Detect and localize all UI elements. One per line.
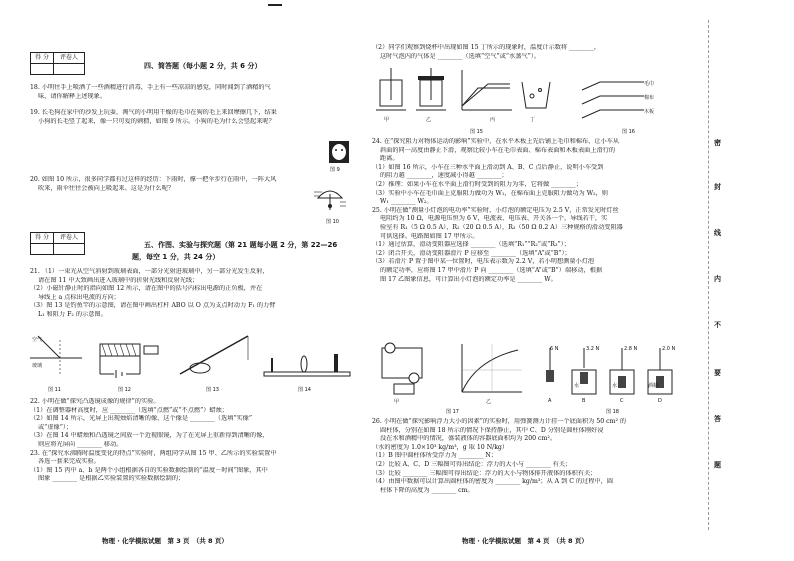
q21-line3: （2）小磁针静止时的指向如图 12 所示，请在图中的括号内标出电源的正负极，并在	[30, 285, 263, 293]
footer-page-4: 物理 · 化学模拟试题 第 4 页 （共 8 页）	[462, 537, 588, 545]
q24-line5: 的阻力越 ________，速度减小得越 ________；	[380, 172, 508, 180]
fig18-buoyancy-setups	[538, 346, 688, 398]
fig14-caption: 图 14	[298, 387, 311, 393]
q19-line1: 19. 长毛狗在家中的沙发上玩耍，淘气的小明用干燥的毛巾在狗的毛上来回摩擦几下，结果	[30, 109, 277, 117]
label-ding: 丁	[530, 117, 536, 123]
fig14-lens-bench-diagram	[262, 350, 352, 380]
fig17-circuit-and-graph	[376, 340, 526, 404]
q26-line3: 没在水和酒精中的情况，盛装液体的容器底面积均为 200 cm²。	[380, 435, 557, 443]
q23-line6: 这时气泡内的气体是 ________（选填“空气”或“水蒸气”）。	[380, 52, 541, 60]
label-c: C	[620, 398, 624, 404]
section-4-title: 四、简答题（每小题 2 分，共 6 分）	[144, 62, 262, 70]
seal-char: 密	[714, 139, 721, 147]
top-mark	[268, 4, 282, 6]
label-maojin: 毛巾	[644, 81, 655, 87]
q26-line5: （1）B 图中圆柱体所受浮力为 ________ N；	[372, 452, 497, 460]
q21-line2: 请在图 11 中大致画出进入玻璃中的折射光线和反射光线；	[38, 276, 199, 284]
label-mianbu: 棉布	[644, 95, 655, 101]
fig9-dog-image	[328, 140, 350, 164]
grader-cell: 评卷人	[59, 234, 78, 241]
section-5-title-line2: 题，每空 1 分，共 24 分）	[132, 253, 220, 261]
fig17-label-yi: 乙	[486, 399, 492, 405]
q24-line1: 24. 在“探究阻力对物体运动的影响”实验中，在水平木板上先后铺上毛巾和棉布，让小车从	[372, 138, 620, 145]
fig15-boiling-setups	[374, 66, 564, 130]
label-a: A	[548, 398, 552, 404]
label-3-2n: 3.2 N	[586, 346, 600, 352]
seal-char: 内	[714, 275, 721, 283]
q26-line4: （水的密度为 1.0×10³ kg/m³，g 取 10 N/kg）	[372, 443, 509, 451]
q26-line2: 圆柱体，分别在如图 18 所示的情况下保持静止，其中 C、D 分别是圆柱体刚好浸	[380, 426, 604, 434]
q24-line6: （2）推理：如果小车在水平面上滑行时受到的阻力为零，它将做 ________；	[372, 180, 583, 188]
q26-line6: （2）比较 A、C、D 三幅图可得出结论：浮力的大小与 ________ 有关；	[372, 460, 572, 468]
q19-line2: 小狗的长毛竖了起来，像一只可爱的刺猬，如图 9 所示。小狗的毛为什么会竖起来呢？	[38, 117, 275, 125]
q26-line7: （3）比较 ________ 三幅图可得出结论：浮力的大小与物体排开液体的体积有关；	[372, 469, 597, 477]
score-table-1	[30, 52, 85, 75]
q24-line7: （3）实验中小车在毛巾面上克服阻力做功为 W₁，在棉布面上克服阻力做功为 W₂，则	[372, 189, 608, 197]
seal-char: 封	[714, 183, 721, 191]
q25-line4: 可供选择。电路图如图 17 甲所示。	[380, 232, 479, 240]
q21-line5: （3）图 13 是钓鱼竿的示意图，请在图中画出杠杆 ABO 以 O 点为支点时动力 F₁ 的力臂	[30, 302, 276, 310]
q23-line1: 23. 在“探究水沸腾时温度变化的特点”实验时，两组同学从图 15 甲、乙所示的实验装置中	[30, 449, 277, 457]
q24-line2: 斜面的同一高度由静止下滑，观察比较小车在毛巾表面、棉布表面和木板表面上滑行的	[380, 146, 616, 154]
glass-label: 玻璃	[32, 363, 43, 369]
fig12-electromagnet-diagram	[92, 334, 164, 380]
label-2-0n: 2.0 N	[662, 346, 676, 352]
seal-char: 线	[714, 229, 721, 237]
label-b: B	[582, 398, 586, 404]
section-5-title-line1: 五、作图、实验与探究题（第 21 题每小题 2 分，第 22—26	[144, 241, 338, 249]
fig15-caption: 图 15	[470, 129, 483, 135]
q22-line4: 或“虚像”）；	[38, 423, 73, 431]
seal-char: 题	[714, 461, 721, 469]
fig12-caption: 图 12	[118, 387, 131, 393]
seal-char: 要	[714, 369, 721, 377]
label-yi: 乙	[426, 117, 432, 123]
q25-line8: 的额定功率，应将图 17 甲中滑片 P 向 ________（选填“A”或“B”）端移动，根据	[380, 266, 603, 274]
q26-line8: （4）由图中数据可以计算出圆柱体的密度为 ________ kg/m³；从 A 到 C 的过程中，圆	[372, 478, 614, 486]
q25-line9: 图 17 乙图象信息，可计算出小灯泡的额定功率是 ________ W。	[380, 275, 557, 283]
score-cell: 得 分	[31, 233, 54, 243]
score-cell: 得 分	[31, 53, 54, 63]
fig9-caption: 图 9	[330, 167, 340, 173]
score-table-2	[30, 232, 85, 255]
q25-line3: 验室有 R₁（5 Ω 0.5 A），R₂（20 Ω 0.5 A），R₃（50 Ω 0.2 A）三种规格的滑动变阻器	[380, 223, 623, 231]
label-6n: 6 N	[550, 346, 559, 352]
air-label: 空气	[32, 337, 43, 343]
label-jia: 甲	[384, 117, 390, 123]
fig13-caption: 图 13	[206, 387, 219, 393]
q22-line2: （1）在调整器材高度时，应 ________（选填“点燃”或“不点燃”）蜡烛；	[30, 406, 228, 414]
fig16-ramp-surfaces	[580, 78, 646, 128]
fig10-umbrella-image	[312, 186, 348, 214]
q26-line1: 26. 小明在做“探究影响浮力大小的因素”的实验时，用弹簧测力计挂一个底面积为 50 cm² 的	[372, 418, 627, 425]
label-2-8n: 2.8 N	[624, 346, 638, 352]
q26-line9: 柱体下降的高度为 ________ cm。	[380, 486, 474, 494]
q23-line4: 图象 ________ 是根据乙实验装置的实验数据绘制的；	[38, 475, 185, 483]
q24-line4: （1）如图 16 所示，小车在三种水平面上滑动到 A、B、C 点后静止，说明小车受到	[372, 163, 604, 171]
fig17-caption: 图 17	[446, 409, 459, 415]
q20-line2: 吹来，雨伞往往会被向上吸起来。这是为什么呢？	[38, 184, 175, 192]
q22-line5: （3）在图 14 中蜡烛和凸透镜之间放一个近视眼镜，为了在光屏上重新得到清晰的像，	[30, 432, 269, 440]
q23-line5: （2）同学们观察到烧杯中出现如图 15 丁所示的现象时，温度计示数将 ________，	[372, 44, 601, 51]
q21-line4: 导线上 a 点标出电流的方向；	[38, 293, 120, 301]
q24-line3: 距离。	[380, 155, 399, 163]
footer-page-3: 物理 · 化学模拟试题 第 3 页 （共 8 页）	[102, 537, 228, 545]
q24-line8: W₁ ________ W₂。	[380, 198, 433, 206]
q23-line2: 各选一套来完成实验。	[38, 458, 100, 466]
label-alcohol: 酒精	[648, 383, 659, 389]
q21-line1: 21. （1）一束光从空气斜射到玻璃表面，一部分光射进玻璃中，另一部分光发生反射，	[30, 268, 269, 275]
label-water-c: 水	[612, 383, 618, 389]
q25-line1: 25. 小明在做“测量小灯泡的电功率”实验时，小灯泡的额定电压为 2.5 V，正常发光时灯丝	[372, 206, 619, 214]
label-muban: 木板	[644, 109, 655, 115]
q22-line3: （2）如图 14 所示，光屏上出现烛焰清晰的像，这个像是 ________（选填“实像”	[30, 415, 253, 423]
fig10-caption: 图 10	[326, 219, 339, 225]
q21-line6: L₁ 和阻力 F₂ 的示意图。	[38, 310, 107, 318]
fig13-fishing-rod-diagram	[176, 330, 252, 380]
q22-line1: 22. 小明在做“探究凸透镜成像的规律”的实验。	[30, 398, 160, 405]
seal-char: 答	[714, 415, 721, 423]
q18-line1: 18. 小明往手上喷洒了一些酒精进行消毒，手上有一些凉凉的感觉，同时闻到了酒精的气	[30, 84, 271, 91]
grader-cell: 评卷人	[59, 54, 78, 61]
seal-char: 不	[714, 321, 721, 329]
q25-line6: （2）闭合开关，滑动变阻器滑片 P 应移至 ________（选填“A”或“B”）；	[372, 249, 571, 257]
q18-line2: 味，请你解释上述现象。	[38, 92, 107, 100]
q22-line6: 则应将光屏向 ________ 移动。	[38, 440, 123, 448]
q25-line2: 电阻约为 10 Ω，电源电压恒为 6 V，电流表、电压表、开关各一个，导线若干，实	[380, 215, 608, 223]
seal-dashed-line	[708, 20, 709, 530]
label-d: D	[658, 398, 662, 404]
fig11-caption: 图 11	[48, 387, 61, 393]
fig17-label-jia: 甲	[394, 399, 400, 405]
fig18-caption: 图 18	[606, 409, 619, 415]
q23-line3: （1）图 15 丙中 a、b 是两个小组根据各自的实验数据绘制的“温度－时间”图象，其中	[30, 466, 268, 474]
q20-line1: 20. 如图 10 所示，很多同学都有过这样的经历：下雨时，撑一把伞步行在雨中，一阵大风	[30, 176, 277, 183]
fig16-caption: 图 16	[622, 129, 635, 135]
label-bing: 丙	[490, 117, 496, 123]
label-water-b: 水	[574, 383, 580, 389]
q25-line7: （3）若滑片 P 置于图中某一位置时，电压表示数为 2.2 V，若小明想测量小灯泡	[372, 258, 595, 266]
q25-line5: （1）通过估算，滑动变阻器应选择 ________（选填“R₁”“R₂”或“R₃”）；	[372, 241, 570, 249]
